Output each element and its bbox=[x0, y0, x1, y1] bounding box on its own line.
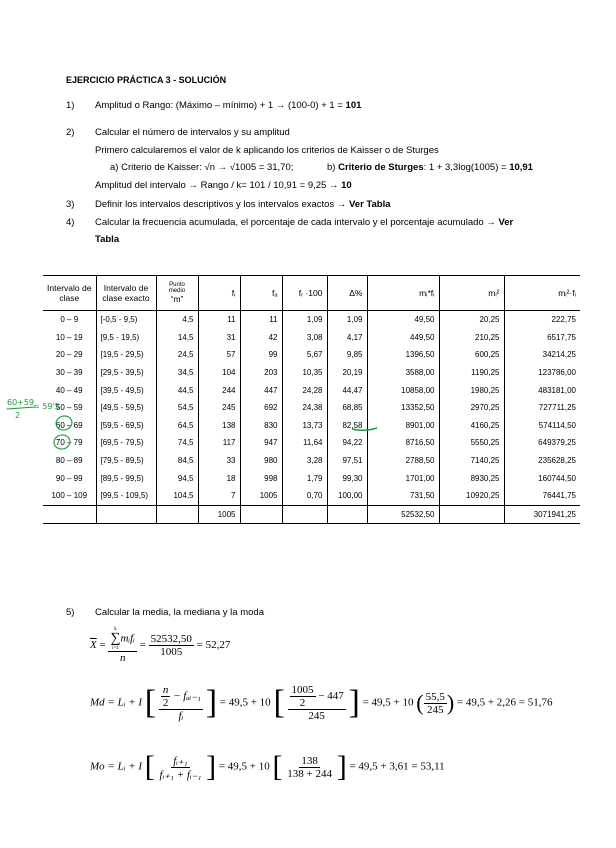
table-cell: 1,09 bbox=[282, 311, 327, 329]
table-cell: 8901,00 bbox=[367, 417, 439, 435]
table-cell: 44,47 bbox=[327, 381, 367, 399]
median-half: 2 bbox=[162, 697, 169, 709]
table-cell: 447 bbox=[240, 381, 282, 399]
median-lhs: Md = Lᵢ + I bbox=[90, 696, 143, 709]
table-cell: 160744,50 bbox=[538, 473, 576, 483]
step-number: 2) bbox=[66, 127, 75, 138]
median-formula: Md = Lᵢ + I [ $\frac{n}{2}$ − fₐᵢ₋₁ fᵢ ] = 49,5 + 10 [ $\frac{1005}{2}$ − 447 245 ] = 49,5 + 10 ( $\frac{55,5}{245}$ ) = 49,5 + 2,26 = 51,76 bbox=[90, 684, 553, 722]
table-cell: 0,70 bbox=[282, 487, 327, 505]
table-cell: 100,00 bbox=[327, 487, 367, 505]
table-row bbox=[43, 452, 580, 470]
header-class-interval: Intervalo de clase bbox=[43, 276, 96, 311]
underline-mark bbox=[350, 425, 380, 433]
table-cell: 49,50 bbox=[367, 311, 439, 329]
table-cell: 1005 bbox=[240, 487, 282, 505]
step-4-text: Calcular la frecuencia acumulada, el porcentaje de cada intervalo y el porcentaje acumulado → bbox=[95, 217, 499, 228]
table-cell: [9,5 - 19,5) bbox=[96, 329, 156, 347]
table-cell: 7140,25 bbox=[439, 452, 504, 470]
table-cell: 44,5 bbox=[156, 381, 198, 399]
table-cell: 947 bbox=[240, 434, 282, 452]
annotation-fraction-bar bbox=[7, 407, 35, 409]
median-value-frac bbox=[288, 684, 346, 722]
table-cell: 692 bbox=[240, 399, 282, 417]
table-cell: [29,5 - 39,5) bbox=[96, 364, 156, 382]
header-m2: mᵢ² bbox=[439, 276, 504, 311]
table-cell: 2970,25 bbox=[439, 399, 504, 417]
mean-value-frac bbox=[149, 633, 194, 658]
table-cell: 1396,50 bbox=[367, 346, 439, 364]
step-2: Calcular el número de intervalos y su amplitud bbox=[95, 127, 290, 138]
median-v-fi: 245 bbox=[308, 710, 325, 722]
table-cell: 68,85 bbox=[327, 399, 367, 417]
header-exact-interval: Intervalo de clase exacto bbox=[96, 276, 156, 311]
step-1-text: Amplitud o Rango: (Máximo – mínimo) + 1 → (100-0) + 1 = bbox=[95, 100, 346, 111]
table-cell: 245 bbox=[198, 399, 240, 417]
table-cell: 13352,50 bbox=[367, 399, 439, 417]
mode-eq1: = 49,5 + 10 bbox=[218, 760, 270, 773]
table-cell: 97,51 bbox=[327, 452, 367, 470]
table-cell: 94,22 bbox=[327, 434, 367, 452]
table-cell: 5,67 bbox=[282, 346, 327, 364]
mean-eq: = bbox=[99, 639, 106, 652]
total-empty-cell bbox=[96, 505, 156, 524]
header-delta: Δ% bbox=[327, 276, 367, 311]
step-number: 5) bbox=[66, 607, 75, 618]
mode-result: = 49,5 + 3,61 = 53,11 bbox=[349, 760, 445, 773]
table-row bbox=[43, 417, 580, 435]
sturges-result: 10,91 bbox=[509, 162, 533, 173]
table-cell: 40 – 49 bbox=[43, 381, 96, 399]
total-empty-cell bbox=[43, 505, 96, 524]
table-cell: [79,5 - 89,5) bbox=[96, 452, 156, 470]
step-number: 1) bbox=[66, 100, 75, 111]
table-row bbox=[43, 469, 580, 487]
mode-v-num: 138 bbox=[301, 754, 318, 767]
table-cell: 727711,25 bbox=[538, 403, 576, 413]
table-cell: 222,75 bbox=[551, 315, 576, 325]
page-title: EJERCICIO PRÁCTICA 3 - SOLUCIÓN bbox=[66, 75, 227, 85]
median-result: = 49,5 + 2,26 = 51,76 bbox=[456, 696, 553, 709]
median-minus: − fₐᵢ₋₁ bbox=[173, 690, 201, 703]
table-cell: 0 – 9 bbox=[43, 311, 96, 329]
table-cell: 82,58 bbox=[327, 417, 367, 435]
table-cell: 731,50 bbox=[367, 487, 439, 505]
total-empty-cell bbox=[240, 505, 282, 524]
total-empty-cell bbox=[439, 505, 504, 524]
table-cell: 574114,50 bbox=[538, 420, 576, 430]
mean-num-term: mᵢfᵢ bbox=[120, 632, 135, 645]
table-cell: 76441,75 bbox=[542, 491, 576, 501]
table-cell: 30 – 39 bbox=[43, 364, 96, 382]
table-row bbox=[43, 346, 580, 364]
median-v-num: 1005 bbox=[291, 684, 314, 696]
table-cell: 20,19 bbox=[327, 364, 367, 382]
table-total-row bbox=[43, 505, 580, 524]
total-fi: 1005 bbox=[198, 505, 240, 524]
table-row bbox=[43, 364, 580, 382]
table-cell: 4,17 bbox=[327, 329, 367, 347]
table-cell: 210,25 bbox=[439, 329, 504, 347]
table-cell: 10858,00 bbox=[367, 381, 439, 399]
table-cell: 600,25 bbox=[439, 346, 504, 364]
table-cell: 100 – 109 bbox=[43, 487, 96, 505]
table-cell: [99,5 - 109,5) bbox=[96, 487, 156, 505]
table-cell: 99 bbox=[240, 346, 282, 364]
table-cell: 42 bbox=[240, 329, 282, 347]
table-cell: 11 bbox=[198, 311, 240, 329]
header-fa: fₐ bbox=[240, 276, 282, 311]
table-cell: 483181,00 bbox=[538, 385, 576, 395]
table-cell: 94,5 bbox=[156, 469, 198, 487]
table-cell: 117 bbox=[198, 434, 240, 452]
table-row bbox=[43, 487, 580, 505]
mode-symbolic-frac bbox=[158, 754, 204, 781]
table-cell: 1190,25 bbox=[439, 364, 504, 382]
table-cell: 104 bbox=[198, 364, 240, 382]
median-n: n bbox=[162, 684, 169, 696]
frequency-table bbox=[43, 275, 580, 524]
table-cell: 54,5 bbox=[156, 399, 198, 417]
table-cell: 3588,00 bbox=[367, 364, 439, 382]
median-eq1: = 49,5 + 10 bbox=[219, 696, 271, 709]
step-5: Calcular la media, la mediana y la moda bbox=[95, 607, 264, 618]
step-number: 3) bbox=[66, 199, 75, 210]
mode-den: fᵢ₊₁ + fᵢ₋₁ bbox=[159, 768, 202, 781]
table-cell: [59,5 - 69,5) bbox=[96, 417, 156, 435]
table-cell: 60 – 69 bbox=[43, 417, 96, 435]
table-cell: 18 bbox=[198, 469, 240, 487]
table-cell: 80 – 89 bbox=[43, 452, 96, 470]
table-row bbox=[43, 311, 580, 329]
step-4-link-cont: Tabla bbox=[95, 234, 120, 245]
table-cell: 70 – 79 bbox=[43, 434, 96, 452]
table-cell: 14,5 bbox=[156, 329, 198, 347]
table-cell: 57 bbox=[198, 346, 240, 364]
table-row bbox=[43, 381, 580, 399]
mode-formula: Mo = Lᵢ + I [ $\frac{\text{fᵢ₊₁}}{\text{fᵢ₊₁ + fᵢ₋₁}}$ ] = 49,5 + 10 [ $\frac{138}{138 + 244}$ ] = 49,5 + 3,61 = 53,11 bbox=[90, 750, 445, 783]
table-cell: 449,50 bbox=[367, 329, 439, 347]
table-header-row bbox=[43, 276, 580, 311]
table-row bbox=[43, 399, 580, 417]
table-cell: 84,5 bbox=[156, 452, 198, 470]
table-cell: 1,79 bbox=[282, 469, 327, 487]
mode-lhs: Mo = Lᵢ + I bbox=[90, 760, 143, 773]
table-cell: [49,5 - 59,5) bbox=[96, 399, 156, 417]
table-cell: 4160,25 bbox=[439, 417, 504, 435]
table-cell: 20,25 bbox=[439, 311, 504, 329]
total-empty-cell bbox=[327, 505, 367, 524]
median-symbolic-frac bbox=[159, 684, 203, 722]
table-cell: 138 bbox=[198, 417, 240, 435]
table-row bbox=[43, 329, 580, 347]
table-cell: 10920,25 bbox=[439, 487, 504, 505]
mean-frac bbox=[108, 627, 136, 664]
median-p-num: 55,5 bbox=[425, 690, 445, 703]
table-cell: 24,28 bbox=[282, 381, 327, 399]
table-cell: 34,5 bbox=[156, 364, 198, 382]
step-2-intro: Primero calcularemos el valor de k aplicando los criterios de Kaisser o de Sturges bbox=[95, 145, 439, 156]
table-cell: 980 bbox=[240, 452, 282, 470]
table-cell: 7 bbox=[198, 487, 240, 505]
table-cell: 64,5 bbox=[156, 417, 198, 435]
table-row bbox=[43, 434, 580, 452]
table-cell: 1701,00 bbox=[367, 469, 439, 487]
median-den: fᵢ bbox=[178, 710, 184, 722]
interval-width-result: 10 bbox=[341, 180, 352, 191]
table-cell: 11,64 bbox=[282, 434, 327, 452]
interval-width bbox=[95, 180, 352, 191]
table-cell: 74,5 bbox=[156, 434, 198, 452]
annotation-numerator: 60+59 bbox=[7, 398, 35, 407]
mean-symbol: $\overline{X}$ bbox=[90, 639, 97, 652]
table-cell: 2788,50 bbox=[367, 452, 439, 470]
step-4-link: Ver bbox=[498, 217, 514, 228]
table-cell: 99,30 bbox=[327, 469, 367, 487]
table-cell: 8930,25 bbox=[439, 469, 504, 487]
step-1 bbox=[95, 100, 361, 111]
table-cell: 24,38 bbox=[282, 399, 327, 417]
mean-num-val: 52532,50 bbox=[150, 633, 192, 645]
mode-v-den: 138 + 244 bbox=[287, 767, 332, 780]
median-partial-frac bbox=[424, 691, 447, 716]
table-cell: [39,5 - 49,5) bbox=[96, 381, 156, 399]
table-cell: 3,08 bbox=[282, 329, 327, 347]
table-cell: [69,5 - 79,5) bbox=[96, 434, 156, 452]
header-fr: fᵣ ·100 bbox=[282, 276, 327, 311]
table-cell: 11 bbox=[240, 311, 282, 329]
table-cell: 123786,00 bbox=[538, 368, 576, 378]
sturges-text: : 1 + 3,3log(1005) = bbox=[423, 162, 510, 173]
step-3-text: Definir los intervalos descriptivos y los intervalos exactos → bbox=[95, 199, 349, 210]
table-cell: 3,28 bbox=[282, 452, 327, 470]
table-cell: 235628,25 bbox=[538, 456, 576, 466]
interval-width-text: Amplitud del intervalo → Rango / k= 101 / 10,91 = 9,25 → bbox=[95, 180, 342, 191]
mean-formula: $\overline{X}$ = k ∑ i=1 mᵢfᵢ n = $\frac{52532,50}{1005}$ = 52,27 bbox=[90, 627, 231, 664]
header-midpoint: Punto medio “m” bbox=[156, 276, 198, 311]
median-eq2: = 49,5 + 10 bbox=[362, 696, 414, 709]
table-cell: 34214,25 bbox=[542, 350, 576, 360]
step-4 bbox=[95, 217, 513, 228]
mean-den: n bbox=[119, 652, 126, 664]
table-cell: 33 bbox=[198, 452, 240, 470]
kaisser-criterion: a) Criterio de Kaisser: √n → √1005 = 31,70; bbox=[110, 162, 294, 173]
sturges-bold: Criterio de Sturges bbox=[338, 162, 424, 173]
table-cell: 4,5 bbox=[156, 311, 198, 329]
mode-num: fᵢ₊₁ bbox=[173, 754, 188, 767]
table-cell: 10 – 19 bbox=[43, 329, 96, 347]
header-fi: fᵢ bbox=[198, 276, 240, 311]
table-cell: 13,73 bbox=[282, 417, 327, 435]
total-m2f: 3071941,25 bbox=[504, 505, 580, 524]
table-cell: 6517,75 bbox=[547, 332, 576, 342]
sturges-criterion bbox=[327, 162, 533, 173]
step-3-link: Ver Tabla bbox=[348, 199, 391, 210]
table-cell: [89,5 - 99,5) bbox=[96, 469, 156, 487]
table-cell: 50 – 59 bbox=[43, 399, 96, 417]
sum-bottom: i=1 bbox=[112, 646, 119, 651]
mean-den-val: 1005 bbox=[160, 646, 183, 658]
table-cell: 203 bbox=[240, 364, 282, 382]
sum-icon: ∑ bbox=[110, 631, 121, 646]
mean-result: = 52,27 bbox=[196, 639, 231, 652]
table-cell: 1980,25 bbox=[439, 381, 504, 399]
table-cell: 998 bbox=[240, 469, 282, 487]
table-cell: 8716,50 bbox=[367, 434, 439, 452]
table-cell: 10,35 bbox=[282, 364, 327, 382]
total-empty-cell bbox=[282, 505, 327, 524]
table-cell: 20 – 29 bbox=[43, 346, 96, 364]
total-empty-cell bbox=[156, 505, 198, 524]
mode-value-frac bbox=[285, 755, 334, 780]
table-cell: 244 bbox=[198, 381, 240, 399]
median-v-minus: − 447 bbox=[318, 690, 344, 703]
step-number: 4) bbox=[66, 217, 75, 228]
step-1-result: 101 bbox=[345, 100, 362, 111]
sturges-label: b) bbox=[327, 162, 339, 173]
table-cell: 830 bbox=[240, 417, 282, 435]
table-cell: 5550,25 bbox=[439, 434, 504, 452]
table-cell: [-0,5 - 9,5) bbox=[96, 311, 156, 329]
sum-top: k bbox=[114, 627, 117, 632]
table-cell: 649379,25 bbox=[538, 438, 576, 448]
annotation-circle-59 bbox=[54, 414, 73, 432]
step-3 bbox=[95, 199, 391, 210]
total-mf: 52532,50 bbox=[367, 505, 439, 524]
table-cell: 104,5 bbox=[156, 487, 198, 505]
table-cell: 24,5 bbox=[156, 346, 198, 364]
median-v-den: 2 bbox=[299, 697, 306, 709]
table-cell: 31 bbox=[198, 329, 240, 347]
header-mf: mᵢ*fᵢ bbox=[367, 276, 439, 311]
table-cell: 9,85 bbox=[327, 346, 367, 364]
annotation-denominator: 2 bbox=[15, 411, 21, 420]
median-p-den: 245 bbox=[426, 703, 444, 716]
table-cell: [19,5 - 29,5) bbox=[96, 346, 156, 364]
annotation-circle-60 bbox=[53, 434, 71, 451]
annotation-result: = 59'5 bbox=[33, 402, 60, 411]
header-m2f: mᵢ²·fᵢ bbox=[504, 276, 580, 311]
table-cell: 1,09 bbox=[327, 311, 367, 329]
table-cell: 90 – 99 bbox=[43, 469, 96, 487]
